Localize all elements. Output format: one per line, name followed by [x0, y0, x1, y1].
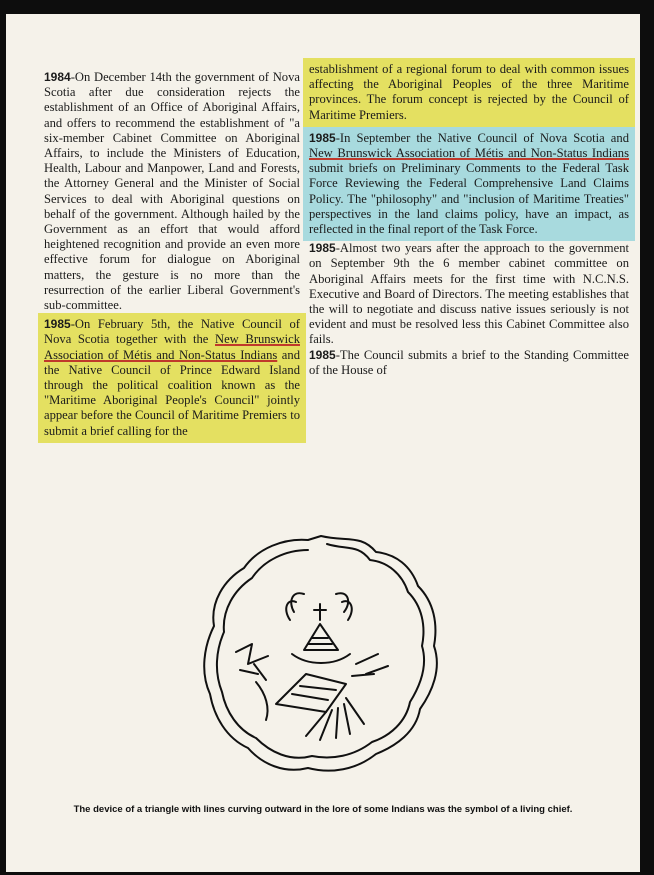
entry-1985-september [309, 131, 629, 237]
living-chief-symbol-drawing [196, 524, 446, 784]
highlight-block-september [303, 127, 635, 241]
entry-text: -The Council submits a brief to the Standing Committee of the House of [309, 347, 629, 377]
underlined-organization: New Brunswick Association of Métis and Non-Status Indians [309, 146, 629, 161]
entry-1985-february [44, 317, 300, 439]
underlined-organization: New Brunswick Association of Métis and Non-Status Indians [44, 332, 300, 362]
document-page [6, 14, 640, 872]
entry-year: 1984 [44, 70, 71, 84]
entry-year: 1985 [44, 317, 71, 332]
entry-text: submit briefs on Preliminary Comments to the Federal Task Force Reviewing the Federal Comprehensive Land Claims Policy. The "philosophy" and "inclusion of Maritime Treaties" perspectives in the land claims policy, have an impact, as reflected in the final report of the Task Force. [309, 161, 629, 237]
highlight-block-continuation [303, 58, 635, 127]
entry-text: -On February 5th, the Native Council of Nova Scotia together with the [44, 317, 300, 347]
entry-1984 [44, 70, 300, 313]
right-column [309, 58, 629, 378]
entry-year: 1985 [309, 347, 336, 362]
entry-text: and the Native Council of Prince Edward Island through the political coalition known as the "Maritime Aboriginal People's Council" jointly appear before the Council of Maritime Premiers to submit a brief calling for the [44, 347, 300, 438]
entry-1985-standing-committee [309, 348, 629, 378]
continuation-text: establishment of a regional forum to deal with common issues affecting the Aboriginal Peoples of the three Maritime provinces. The forum concept is rejected by the Council of Maritime Premiers. [309, 62, 629, 122]
highlight-block-february [38, 313, 306, 443]
entry-1985-cabinet [309, 241, 629, 347]
entry-text: -In September the Native Council of Nova Scotia and [335, 130, 629, 145]
entry-text: -Almost two years after the approach to the government on September 9th the 6 member cabinet committee on Aboriginal Affairs meets for the first time with N.C.N.S. Executive and Board of Directors. The meeting establishes that the will to negotiate and discuss native issues seriously is not evident and must be resolved less this Cabinet Committee also fails. [309, 241, 629, 347]
entry-year: 1985 [309, 130, 336, 145]
figure-caption: The device of a triangle with lines curving outward in the lore of some Indians was the symbol of a living chief. [73, 804, 573, 815]
entry-text: -On December 14th the government of Nova Scotia after due consideration rejects the establishment of an Office of Aboriginal Affairs, and offers to recommend the establishment of "a six-member Cabinet Committee on Aboriginal Affairs, to include the Ministers of Education, Health, Labour and Manpower, Land and Forests, the Attorney General and the Minister of Social Services to deal with Aboriginal questions on behalf of the government. Although hailed by the Government as an effort that would afford heightened recognition and provide an even more effective forum for dialogue on Aboriginal matters, the gesture is no more than the resurrection of the earlier Liberal Government's sub-committee. [44, 70, 300, 313]
entry-year: 1985 [309, 241, 336, 256]
left-column [44, 70, 300, 443]
